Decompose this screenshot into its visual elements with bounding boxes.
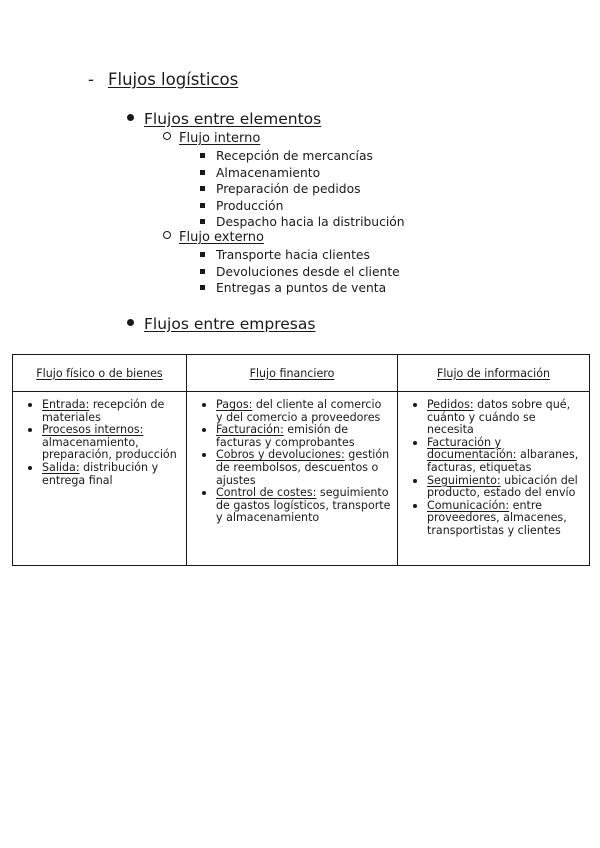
square-bullet-icon	[200, 186, 205, 191]
list-item: Preparación de pedidos	[200, 181, 405, 198]
bullet-icon	[202, 453, 206, 457]
internal-flow-heading	[163, 131, 260, 146]
list-item: Procesos internos: almacenamiento, preparación, producción	[25, 424, 180, 462]
list-item: Despacho hacia la distribución	[200, 214, 405, 231]
list-item: Pedidos: datos sobre qué, cuánto y cuándo se necesita	[410, 399, 583, 437]
page-heading	[88, 70, 238, 89]
table-cell-financial	[187, 392, 398, 566]
external-flow-heading	[163, 230, 264, 245]
list-item: Devoluciones desde el cliente	[200, 264, 400, 281]
circle-bullet-icon	[163, 231, 171, 239]
bullet-icon	[413, 403, 417, 407]
bullet-icon	[413, 441, 417, 445]
section-between-elements	[127, 110, 321, 128]
square-bullet-icon	[200, 269, 205, 274]
list-item: Control de costes: seguimiento de gastos logísticos, transporte y almacenamiento	[199, 487, 391, 525]
bullet-icon	[202, 403, 206, 407]
flows-table	[12, 354, 590, 566]
square-bullet-icon	[200, 153, 205, 158]
square-bullet-icon	[200, 170, 205, 175]
circle-bullet-icon	[163, 132, 171, 140]
physical-flow-list	[13, 392, 186, 487]
list-item: Entregas a puntos de venta	[200, 280, 400, 297]
square-bullet-icon	[200, 219, 205, 224]
table-row	[13, 392, 590, 566]
bullet-icon	[202, 428, 206, 432]
bullet-icon	[127, 319, 134, 326]
bullet-icon	[28, 403, 32, 407]
table-header-cell: Flujo de información	[398, 355, 590, 392]
external-flow-list	[200, 247, 400, 297]
external-flow-title: Flujo externo	[179, 230, 264, 245]
square-bullet-icon	[200, 203, 205, 208]
list-item: Seguimiento: ubicación del producto, estado del envío	[410, 475, 583, 500]
square-bullet-icon	[200, 285, 205, 290]
square-bullet-icon	[200, 252, 205, 257]
section-title: Flujos entre empresas	[144, 315, 316, 333]
bullet-icon	[202, 491, 206, 495]
table-header-cell: Flujo financiero	[187, 355, 398, 392]
table-cell-physical	[13, 392, 187, 566]
list-item: Cobros y devoluciones: gestión de reembolsos, descuentos o ajustes	[199, 449, 391, 487]
list-item: Comunicación: entre proveedores, almacenes, transportistas y clientes	[410, 500, 583, 538]
table-cell-information	[398, 392, 590, 566]
list-item: Pagos: del cliente al comercio y del comercio a proveedores	[199, 399, 391, 424]
list-item: Salida: distribución y entrega final	[25, 462, 180, 487]
list-item: Facturación y documentación: albaranes, facturas, etiquetas	[410, 437, 583, 475]
heading-title: Flujos logísticos	[108, 70, 239, 89]
bullet-icon	[28, 466, 32, 470]
dash-marker: -	[88, 70, 94, 89]
section-between-companies	[127, 315, 315, 333]
list-item: Producción	[200, 198, 405, 215]
list-item: Recepción de mercancías	[200, 148, 405, 165]
bullet-icon	[28, 428, 32, 432]
table-header-row	[13, 355, 590, 392]
section-title: Flujos entre elementos	[144, 110, 322, 128]
list-item: Transporte hacia clientes	[200, 247, 400, 264]
bullet-icon	[127, 114, 134, 121]
financial-flow-list	[187, 392, 397, 525]
internal-flow-list	[200, 148, 405, 231]
list-item: Entrada: recepción de materiales	[25, 399, 180, 424]
internal-flow-title: Flujo interno	[179, 131, 261, 146]
bullet-icon	[413, 479, 417, 483]
table-header-cell: Flujo físico o de bienes	[13, 355, 187, 392]
list-item: Almacenamiento	[200, 165, 405, 182]
list-item: Facturación: emisión de facturas y comprobantes	[199, 424, 391, 449]
bullet-icon	[413, 504, 417, 508]
information-flow-list	[398, 392, 589, 538]
